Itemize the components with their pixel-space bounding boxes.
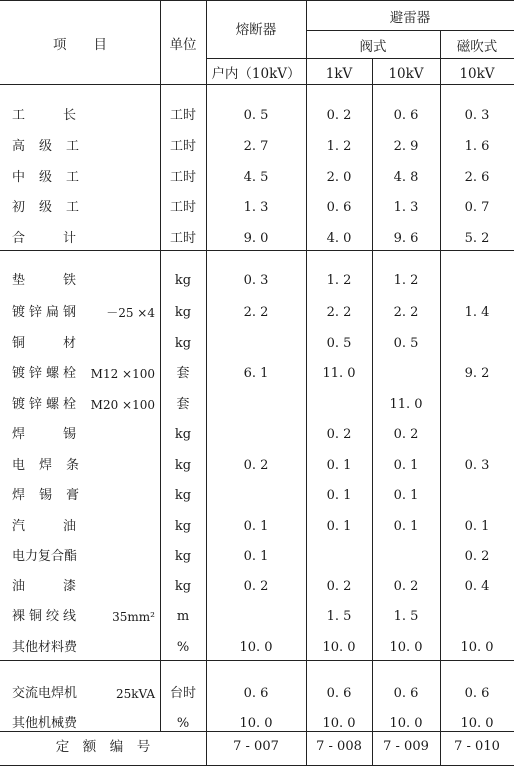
row-spec: 25kVA (115, 687, 155, 701)
cell-valve-10kv: 10. 0 (389, 640, 423, 655)
cell-magnetic: 10. 0 (460, 640, 494, 655)
cell-valve-1kv: 0. 6 (326, 686, 352, 701)
rule-col-unit (160, 0, 161, 731)
cell-fuse: 2. 7 (243, 139, 269, 154)
cell-valve-10kv: 0. 1 (393, 488, 419, 503)
row-unit: kg (174, 305, 192, 320)
rule-footer (0, 731, 514, 732)
row-unit: kg (174, 549, 192, 564)
header-fuse-sub: 户内（10kV） (211, 66, 301, 82)
cell-valve-10kv: 4. 8 (393, 170, 419, 185)
cell-valve-1kv: 2. 2 (326, 305, 352, 320)
header-fuse: 熔断器 (235, 22, 277, 38)
row-name: 铜材 (12, 336, 115, 351)
cell-magnetic: 9. 2 (464, 366, 490, 381)
cell-valve-1kv: 0. 2 (326, 579, 352, 594)
row-unit: % (176, 716, 190, 731)
cell-valve-1kv: 4. 0 (326, 231, 352, 246)
cell-valve-1kv: 0. 1 (326, 488, 352, 503)
rule-top (0, 0, 514, 1)
row-unit: kg (174, 427, 192, 442)
header-valve: 阀式 (359, 39, 387, 55)
cell-valve-10kv: 0. 1 (393, 458, 419, 473)
cell-valve-10kv: 0. 1 (393, 519, 419, 534)
cell-magnetic: 0. 2 (464, 549, 490, 564)
rule-col-fuse (206, 0, 207, 766)
cell-valve-1kv: 10. 0 (322, 640, 356, 655)
footer-label: 定 额 编 号 (55, 739, 151, 755)
cell-magnetic: 10. 0 (460, 716, 494, 731)
row-name: 交流电焊机 (12, 686, 78, 701)
row-unit: kg (174, 273, 192, 288)
cell-valve-10kv: 2. 9 (393, 139, 419, 154)
cell-fuse: 0. 3 (243, 273, 269, 288)
cell-valve-1kv: 0. 2 (326, 427, 352, 442)
row-name: 焊锡膏 (12, 488, 94, 503)
row-name: 工长 (12, 108, 115, 123)
row-unit: kg (174, 488, 192, 503)
cell-valve-10kv: 9. 6 (393, 231, 419, 246)
rule-col-magnetic (440, 30, 441, 766)
cell-fuse: 10. 0 (239, 640, 273, 655)
row-spec: M20 ×100 (90, 398, 155, 412)
rule-section-2 (0, 660, 514, 661)
cell-valve-10kv: 0. 6 (393, 686, 419, 701)
cell-valve-1kv: 0. 1 (326, 519, 352, 534)
cell-magnetic: 0. 7 (464, 200, 490, 215)
footer-code-magnetic: 7 - 010 (454, 739, 500, 754)
cell-magnetic: 0. 3 (464, 458, 490, 473)
rule-col-valve-10kv (372, 58, 373, 766)
header-valve-10kv: 10kV (388, 66, 424, 82)
cell-magnetic: 1. 6 (464, 139, 490, 154)
cell-magnetic: 2. 6 (464, 170, 490, 185)
header-unit: 单位 (169, 37, 197, 53)
row-unit: 工时 (169, 108, 196, 123)
cell-valve-10kv: 10. 0 (389, 716, 423, 731)
row-name: 镀锌螺栓 (12, 366, 81, 381)
header-magnetic: 磁吹式 (456, 39, 498, 55)
row-name: 其他材料费 (12, 640, 78, 655)
cell-valve-1kv: 0. 1 (326, 458, 352, 473)
row-name: 油漆 (12, 579, 115, 594)
cell-fuse: 10. 0 (239, 716, 273, 731)
cell-fuse: 9. 0 (243, 231, 269, 246)
cell-valve-10kv: 0. 2 (393, 427, 419, 442)
row-unit: 工时 (169, 139, 196, 154)
cell-valve-1kv: 11. 0 (322, 366, 356, 381)
rule-header-bottom (0, 84, 514, 85)
row-unit: kg (174, 519, 192, 534)
footer-code-fuse: 7 - 007 (233, 739, 279, 754)
row-unit: 台时 (169, 686, 196, 701)
cell-valve-10kv: 0. 5 (393, 336, 419, 351)
cell-magnetic: 1. 4 (464, 305, 490, 320)
row-name: 镀锌螺栓 (12, 397, 81, 412)
row-unit: 工时 (169, 200, 196, 215)
cell-valve-1kv: 10. 0 (322, 716, 356, 731)
footer-code-valve-1kv: 7 - 008 (316, 739, 362, 754)
cell-fuse: 2. 2 (243, 305, 269, 320)
cell-valve-1kv: 1. 5 (326, 609, 352, 624)
row-name: 合计 (12, 231, 115, 246)
cell-magnetic: 0. 6 (464, 686, 490, 701)
cell-valve-10kv: 0. 6 (393, 108, 419, 123)
row-unit: 套 (176, 397, 190, 412)
row-unit: % (176, 640, 190, 655)
cell-valve-10kv: 11. 0 (389, 397, 423, 412)
cell-fuse: 0. 5 (243, 108, 269, 123)
header-item: 项 目 (53, 37, 107, 53)
row-name: 中级工 (12, 170, 94, 185)
cell-valve-10kv: 2. 2 (393, 305, 419, 320)
cell-fuse: 0. 2 (243, 579, 269, 594)
cell-valve-1kv: 0. 2 (326, 108, 352, 123)
cell-fuse: 0. 1 (243, 519, 269, 534)
cell-magnetic: 0. 3 (464, 108, 490, 123)
cell-valve-1kv: 1. 2 (326, 139, 352, 154)
row-unit: m (176, 609, 190, 624)
row-name: 焊锡 (12, 427, 115, 442)
rule-section-1 (0, 250, 514, 251)
row-unit: kg (174, 458, 192, 473)
cell-magnetic: 0. 1 (464, 519, 490, 534)
cell-valve-10kv: 1. 3 (393, 200, 419, 215)
header-arrester: 避雷器 (389, 10, 431, 26)
cell-fuse: 0. 2 (243, 458, 269, 473)
row-name: 高级工 (12, 139, 94, 154)
cell-valve-10kv: 0. 2 (393, 579, 419, 594)
rule-header-sub (206, 58, 514, 59)
row-unit: kg (174, 579, 192, 594)
cell-fuse: 1. 3 (243, 200, 269, 215)
cell-fuse: 0. 1 (243, 549, 269, 564)
row-unit: kg (174, 336, 192, 351)
row-name: 汽油 (12, 519, 115, 534)
rule-arrester-sub (306, 30, 514, 31)
header-magnetic-10kv: 10kV (459, 66, 495, 82)
row-spec: M12 ×100 (90, 367, 155, 381)
cell-valve-1kv: 1. 2 (326, 273, 352, 288)
cell-fuse: 6. 1 (243, 366, 269, 381)
cell-fuse: 4. 5 (243, 170, 269, 185)
row-name: 镀锌扁钢 (12, 305, 81, 320)
row-name: 电焊条 (12, 458, 94, 473)
cell-valve-10kv: 1. 5 (393, 609, 419, 624)
cell-valve-1kv: 0. 5 (326, 336, 352, 351)
row-name: 其他机械费 (12, 716, 78, 731)
header-valve-1kv: 1kV (325, 66, 353, 82)
cell-valve-10kv: 1. 2 (393, 273, 419, 288)
row-spec: －25 ×4 (106, 306, 155, 320)
footer-code-valve-10kv: 7 - 009 (383, 739, 429, 754)
cell-valve-1kv: 0. 6 (326, 200, 352, 215)
row-name: 电力复合酯 (12, 549, 78, 564)
row-name: 初级工 (12, 200, 94, 215)
cell-magnetic: 0. 4 (464, 579, 490, 594)
cell-fuse: 0. 6 (243, 686, 269, 701)
row-spec: 35mm² (112, 610, 155, 624)
row-unit: 套 (176, 366, 190, 381)
row-unit: 工时 (169, 231, 196, 246)
rule-col-valve-1kv (306, 0, 307, 766)
rule-bottom (0, 765, 514, 766)
cell-valve-1kv: 2. 0 (326, 170, 352, 185)
row-name: 裸铜绞线 (12, 609, 81, 624)
row-name: 垫铁 (12, 273, 115, 288)
cell-magnetic: 5. 2 (464, 231, 490, 246)
row-unit: 工时 (169, 170, 196, 185)
